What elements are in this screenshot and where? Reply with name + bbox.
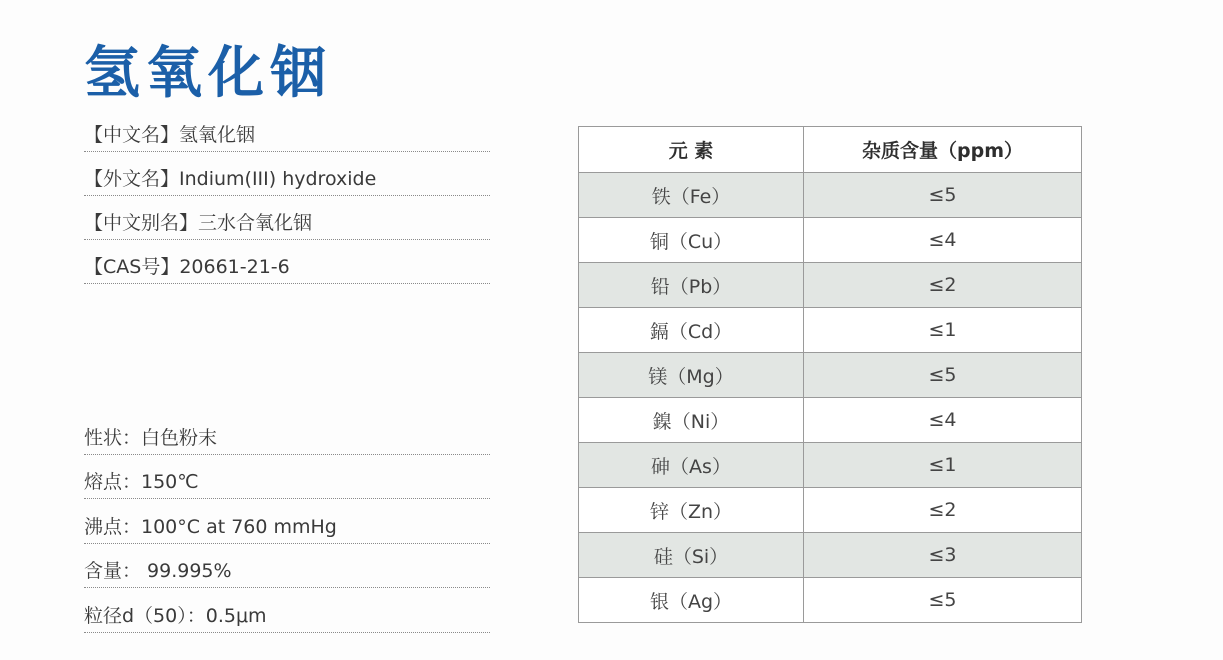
table-row bbox=[579, 173, 1082, 218]
english-name-row: 【外文名】Indium(III) hydroxide bbox=[84, 152, 490, 196]
element-cell: 银（Ag） bbox=[579, 578, 804, 623]
chinese-name-row: 【中文名】氢氧化铟 bbox=[84, 118, 490, 152]
element-cell: 铜（Cu） bbox=[579, 218, 804, 263]
element-cell: 锌（Zn） bbox=[579, 488, 804, 533]
impurity-value-cell: ≤5 bbox=[804, 173, 1082, 218]
impurity-column-header: 杂质含量（ppm） bbox=[804, 127, 1082, 173]
impurity-value-cell: ≤5 bbox=[804, 353, 1082, 398]
cas-number-row: 【CAS号】20661-21-6 bbox=[84, 240, 490, 284]
table-row bbox=[579, 488, 1082, 533]
impurity-value-cell: ≤1 bbox=[804, 443, 1082, 488]
table-row bbox=[579, 218, 1082, 263]
purity-row: 含量： 99.995% bbox=[84, 544, 490, 589]
element-cell: 镁（Mg） bbox=[579, 353, 804, 398]
particle-size-row: 粒径d（50）：0.5μm bbox=[84, 588, 490, 633]
impurity-value-cell: ≤4 bbox=[804, 218, 1082, 263]
impurity-value-cell: ≤4 bbox=[804, 398, 1082, 443]
melting-point-row: 熔点：150℃ bbox=[84, 455, 490, 500]
element-cell: 硅（Si） bbox=[579, 533, 804, 578]
table-row bbox=[579, 578, 1082, 623]
boiling-point-row: 沸点：100°C at 760 mmHg bbox=[84, 499, 490, 544]
element-cell: 鎘（Cd） bbox=[579, 308, 804, 353]
table-row bbox=[579, 533, 1082, 578]
element-column-header: 元 素 bbox=[579, 127, 804, 173]
impurity-value-cell: ≤5 bbox=[804, 578, 1082, 623]
impurity-table bbox=[578, 126, 1082, 623]
appearance-row: 性状：白色粉末 bbox=[84, 410, 490, 455]
impurity-value-cell: ≤3 bbox=[804, 533, 1082, 578]
impurity-value-cell: ≤2 bbox=[804, 488, 1082, 533]
element-cell: 鎳（Ni） bbox=[579, 398, 804, 443]
table-row bbox=[579, 353, 1082, 398]
property-list bbox=[84, 410, 490, 633]
table-header-row bbox=[579, 127, 1082, 173]
element-cell: 砷（As） bbox=[579, 443, 804, 488]
table-row bbox=[579, 308, 1082, 353]
table-row bbox=[579, 398, 1082, 443]
table-row bbox=[579, 263, 1082, 308]
element-cell: 铁（Fe） bbox=[579, 173, 804, 218]
table-row bbox=[579, 443, 1082, 488]
basic-info-list bbox=[84, 118, 490, 284]
element-cell: 铅（Pb） bbox=[579, 263, 804, 308]
alias-row: 【中文别名】三水合氧化铟 bbox=[84, 196, 490, 240]
impurity-value-cell: ≤2 bbox=[804, 263, 1082, 308]
page-title: 氢氧化铟 bbox=[84, 40, 332, 106]
impurity-value-cell: ≤1 bbox=[804, 308, 1082, 353]
